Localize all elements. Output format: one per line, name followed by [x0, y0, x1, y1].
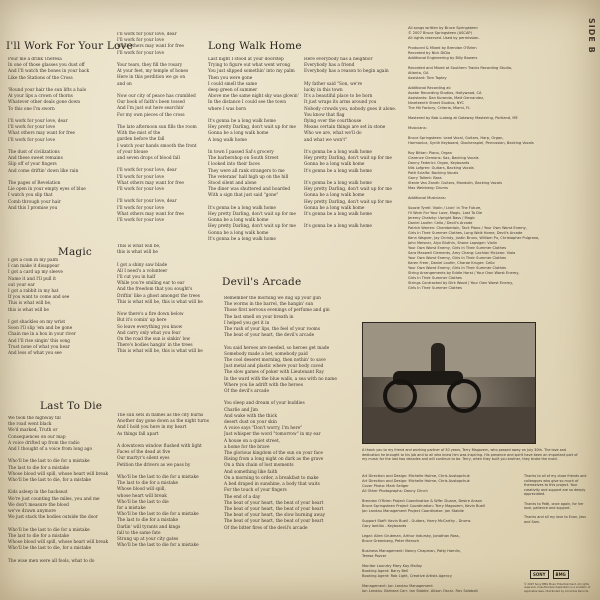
song-title-work-for-your-love: I'll Work For Your Love [6, 40, 134, 52]
photo-ground [363, 407, 535, 443]
label-logo-bmg: BMG [553, 570, 569, 579]
lyrics-magic-col2: This is what will be, this is what will be I got a shiny saw blade All I need's a volunteer I'll cut you in half While you're smiling ear to ear And the freedom that you sought's Driftin' like a ghost amongst the trees This is what will be, this is what will be Now there's a fire down below But it's comin' up here So leave everything you know And carry only what you fear On the road the sun is sinkin' low There's bodies hangin' in the trees This is what will be, this is what will be [117, 244, 203, 354]
photo-caption: A thank you to my friend and working partner of 30 years, Terry Magovern, who passed away on July 30th. The love and dedication he brought to his job and to all who knew him was inspiring. His presence and spirit have been an important part of my music for the last two decades and will continue to be. Terry, when they built you brother, they broke the mold. [362, 448, 578, 462]
lyrics-last-to-die-col1: We took the highway till the road went black We'd marked, Truth or Consequences on our map A voice drifted up from the radio And I thought of a voice from long ago Who'll be the last to die for a mistake The last to die for a mistake Whose blood will spill, whose heart will break Who'll be the last to die, for a mistake Kids asleep in the backseat We're just counting the miles, you and me We don't measure the blood we've drawn anymore We just stack the bodies outside the door Who'll be the last to die for a mistake The last to die for a mistake Whose blood will spill, whose heart will break Who'll be the last to die, for a mistake The wise men were all fools, what to do [8, 416, 109, 564]
photo-sky [363, 323, 535, 377]
photo-rear-wheel [447, 379, 481, 413]
thanks-text: Thanks to all of my close friends and colleagues who give so much of themselves to this project. Your creativity and support are so deeply appreciated. Thanks to Patti, once again, for her love, patience and support. Thanks and all my love to Evan, Jess and Sam. [524, 474, 587, 524]
lyrics-magic-col1: I got a coin in my palm I can make it disappear I got a card up my sleeve Name it and I'll pull it out your ear I got a rabbit in my hat If you want to come and see This is what will be, this is what will be I got shackles on my wrist Soon I'll slip 'em and be gone Chain me in a box in your river And I'll rise singin' this song Trust none of what you hear And less of what you see [8, 258, 76, 357]
label-logos [530, 566, 590, 582]
lyrics-devils-arcade: Remember the morning we dug up your gun The worms in the barrel, the hangin' sun Those first nervous evenings of perfume and gin The last smell on your breath in I helped you get it in The rush of your lips, the feel of your rooms The beat of your heart, the devil's arcade You said heroes are needed, so heroes get made Somebody made a bet, somebody paid The cool deseret morning, then nothin' to save Just metal and plastic where your body caved The slow games of poker with Lieutenant Ray In the ward with the blue walls, a sea with no name Where you lie adrift with the heroes Of the devil's arcade You sleep and dream of your buddies Charlie and Jim And wake with the thick desert dust on your skin A voice says "Don't worry, I'm here" Just whisper the word "tomorrow" in my ear A house on a quiet street, a home for the brave The glorious kingdom of the sun on your face Rising from a long night on dark as the grave On a thin chain of lost moments And something like faith On a morning to order, a breakfast to make A bed draped in sunshine, a body that waits For the touch of your fingers The end of a day The beat of your heart, the beat of your heart The beat of your heart, the beat of your heart The beat of your heart, the slow burning away The beat of your heart, the beat of your heart Of the bitter fires of the devil's arcade [224, 296, 337, 531]
lyrics-last-to-die-col2: The sun sets in flames as the city burns Another day gone down as the night turns And I hold you here in my heart As things fall apart A downtown window flushed with light Faces of the dead at five Our martyr's silent eyes Petition the drivers as we pass by Who'll be the last to die for a mistake The last to die for a mistake Whose blood will spill, whose heart will break Who'll be the last to die for a mistake Who'll be the last to die for a mistake The last to die for a mistake Darlin' will tyrants and kings fall to the same fate Strung up at your city gates Who'll be the last to die for a mistake [117, 413, 209, 549]
photo-front-wheel [383, 379, 417, 413]
lyrics-long-walk-home-col2: Here everybody has a neighbor Everybody has a friend Everybody has a reason to begin again My father said "Son, we're lucky in this town It's a beautiful place to be born It just wraps its arms around you Nobody crowds you, nobody goes it alone. You know that flag flying over the courthouse Means certain things are set in stone Who we are, what we'll do and what we won't" It's gonna be a long walk home Hey pretty Darling, don't wait up for me Gonna be a long walk home It's gonna be a long walk home It's gonna be a long walk home Hey pretty Darling, don't wait up for me Gonna be a long walk home Hey pretty Darling, don't wait up for me Gonna be a long walk home It's gonna be a long walk home It's gonna be a long walk home [304, 57, 397, 230]
credits-main: All songs written by Bruce Springsteen © 2007 Bruce Springsteen (ASCAP) All rights reserved. Used by permission. Produced & Mixed by Brendan O'Brien Recorded by Nick DiDia Additional Engineering by Billy Bowers Recorded and Mixed at Southern Tracks Recording Studio, Atlanta, GA Assistant: Tom Tapley Additional Recording at: Avatar Recording Studios, Hollywood, CA Assistants: Dan Kuranda, Matt Gernandez, Nineteenth Street Studios, NYC The Hit Factory, Criteria, Miami, FL Mastered by Bob Ludwig at Gateway Mastering, Portland, ME Musicians: Bruce Springsteen: Lead Vocal, Guitars, Harp, Organ, Harmonica, Synth Keyboard, Glockenspiel, Percussion, Backing Vocals Roy Bittan: Piano, Organ Clarence Clemons: Sax, Backing Vocals Danny Federici: Organ, Keyboards Nils Lofgren: Guitars, Backing Vocals Patti Scialfa: Backing Vocals Garry Tallent: Bass Stevie Van Zandt: Guitars, Mandolin, Backing Vocals Max Weinberg: Drums Additional Musicians: Soozie Tyrell: Violin / Livin' In The Future, I'll Work For Your Love, Magic, Last To Die Jeremy Chatzky: Upright Bass / Magic Daniel Laufer: Cello / Devil's Arcade Patrick Warren: Chamberlain, Tack Piano / Your Own Worst Enemy, Girls In Their Summer Clothes, Long Walk Home, Devil's Arcade Kenn Wagner, Jay Christy, Justin Bruns, William Pu, Christopher Pulgrano, John Meisner, Alyx Bluthin, Shane Lapsiger: Violin Your Own Worst Enemy, Girls In Their Summer Clothes Sara Maxwell Clements, Amy Chang: Lachlan McLean: Viola Your Own Worst Enemy, Girls In Their Summer Clothes Karen Freer, Daniel Laufer, Charae Kruger: Cello Your Own Worst Enemy, Girls In Their Summer Clothes String Arrangements by Eddie Horst / Your Own Worst Enemy, Girls In Their Summer Clothes Strings Contracted by Dirk Wood / Your Own Worst Enemy, Girls In Their Summer Clothes [408, 26, 540, 290]
label-logo-sony: SONY [530, 570, 549, 579]
song-title-devils-arcade: Devil's Arcade [222, 276, 302, 288]
lyrics-long-walk-home-col1: Last night I stood at your doorstep Trying to figure out what went wrong You just slipped somethin' into my palm Then you were gone I could smell the same deep green of summer Above me the same night sky was glowin' In the distance I could see the town where I was born It's gonna be a long walk home Hey pretty Darling, don't wait up for me Gonna be a long walk home A long walk home In town I passed Sal's grocery The barbershop on South Street I looked into their faces They were all rank strangers to me The veterans' hall high up on the hill Stood silent and alone The diner was shuttered and boarded With a sign that just said "gone" It's gonna be a long walk home Hey pretty Darling, don't wait up for me Gonna be a long walk home Hey pretty Darling, don't wait up for me Gonna be a long walk home It's gonna be a long walk home [208, 57, 299, 242]
lyrics-work-for-your-love-col2: I'll work for your love, dear I'll work for your love What others may want for free I'll work for your love Your tears, they fill the rosary At your feet, my temple of bones Here in this perdition we go on and on Now our city of peace has crumbled Our book of faith's been tossed And I'm just out here searchin' For my own pieces of the cross The late afternoon sun fills the room With the mist of the garden before the fall I watch your hands smooth the front of your blouse and seven drops of blood fall I'll work for your love, dear I'll work for your love What others may want for free I'll work for your love I'll work for your love, dear I'll work for your love What others may want for free I'll work for your love [117, 32, 197, 224]
song-title-magic: Magic [58, 246, 92, 258]
copyright-notice: © 2007 Sony BMG Music Entertainment. All rights reserved. Unauthorized duplication is a violation of applicable laws. Distributed by Columbia Records. [524, 583, 591, 593]
lyrics-work-for-your-love-col1: Pour me a drink Theresa In one of those glasses you dust off And I'll watch the bones in your back Like the Stations of the Cross 'Round your hair the sun lifts a halo At your lips a crown of thorns Whatever other deals gone down To this one I'm sworn I'll work for your love, dear I'll work for your love What others may want for free I'll work for your love The dust of civilizations And these sweet remains Slip off of your fingers And come driftin' down like rain The pages of Revelation Lie open in your empty eyes of blue I watch you slip that Comb through your hair And this I promise you [8, 57, 90, 211]
motorcycle-photo [362, 322, 536, 444]
credits-art-legal-block: Art Direction and Design: Michelle Holme, Chris Austopchuk Art Direction and Design: Michelle Holme, Chris Austopchuk Cover Photo: Mark Seliger All Other Photographs: Danny Clinch Brendan O'Brien Project Coordination & Wife: Duane, Desire Anson Bruce Springsteen Project Coordination: Terry Magovern, Kevin Buell Jon Landau Management Project Coordinator: Jan Stabile Support Staff: Kevin Buell - Guitars, Harry McCarthy - Drums Gary Iantillo - Keyboards Legal: Allen Grubman, Arthur Indursky, Jonathan Ross, Bruce Greenberg, Peter Mensch Business Management: Nancy Chapman, Patty Hamlin, Terese Pozcer Monitor Laundry Mary Kay Malloy Booking Agent: Barry Bell Booking Agent: Rob Light, Creative Artists Agency Management: Jon Landau Management Jon Landau, Barbara Carr, Jan Stabile, Alison Oscar, Ray Salabati [362, 474, 485, 592]
song-title-long-walk-home: Long Walk Home [208, 40, 302, 52]
song-title-last-to-die: Last To Die [40, 400, 103, 412]
side-label: SIDE B [587, 18, 596, 54]
